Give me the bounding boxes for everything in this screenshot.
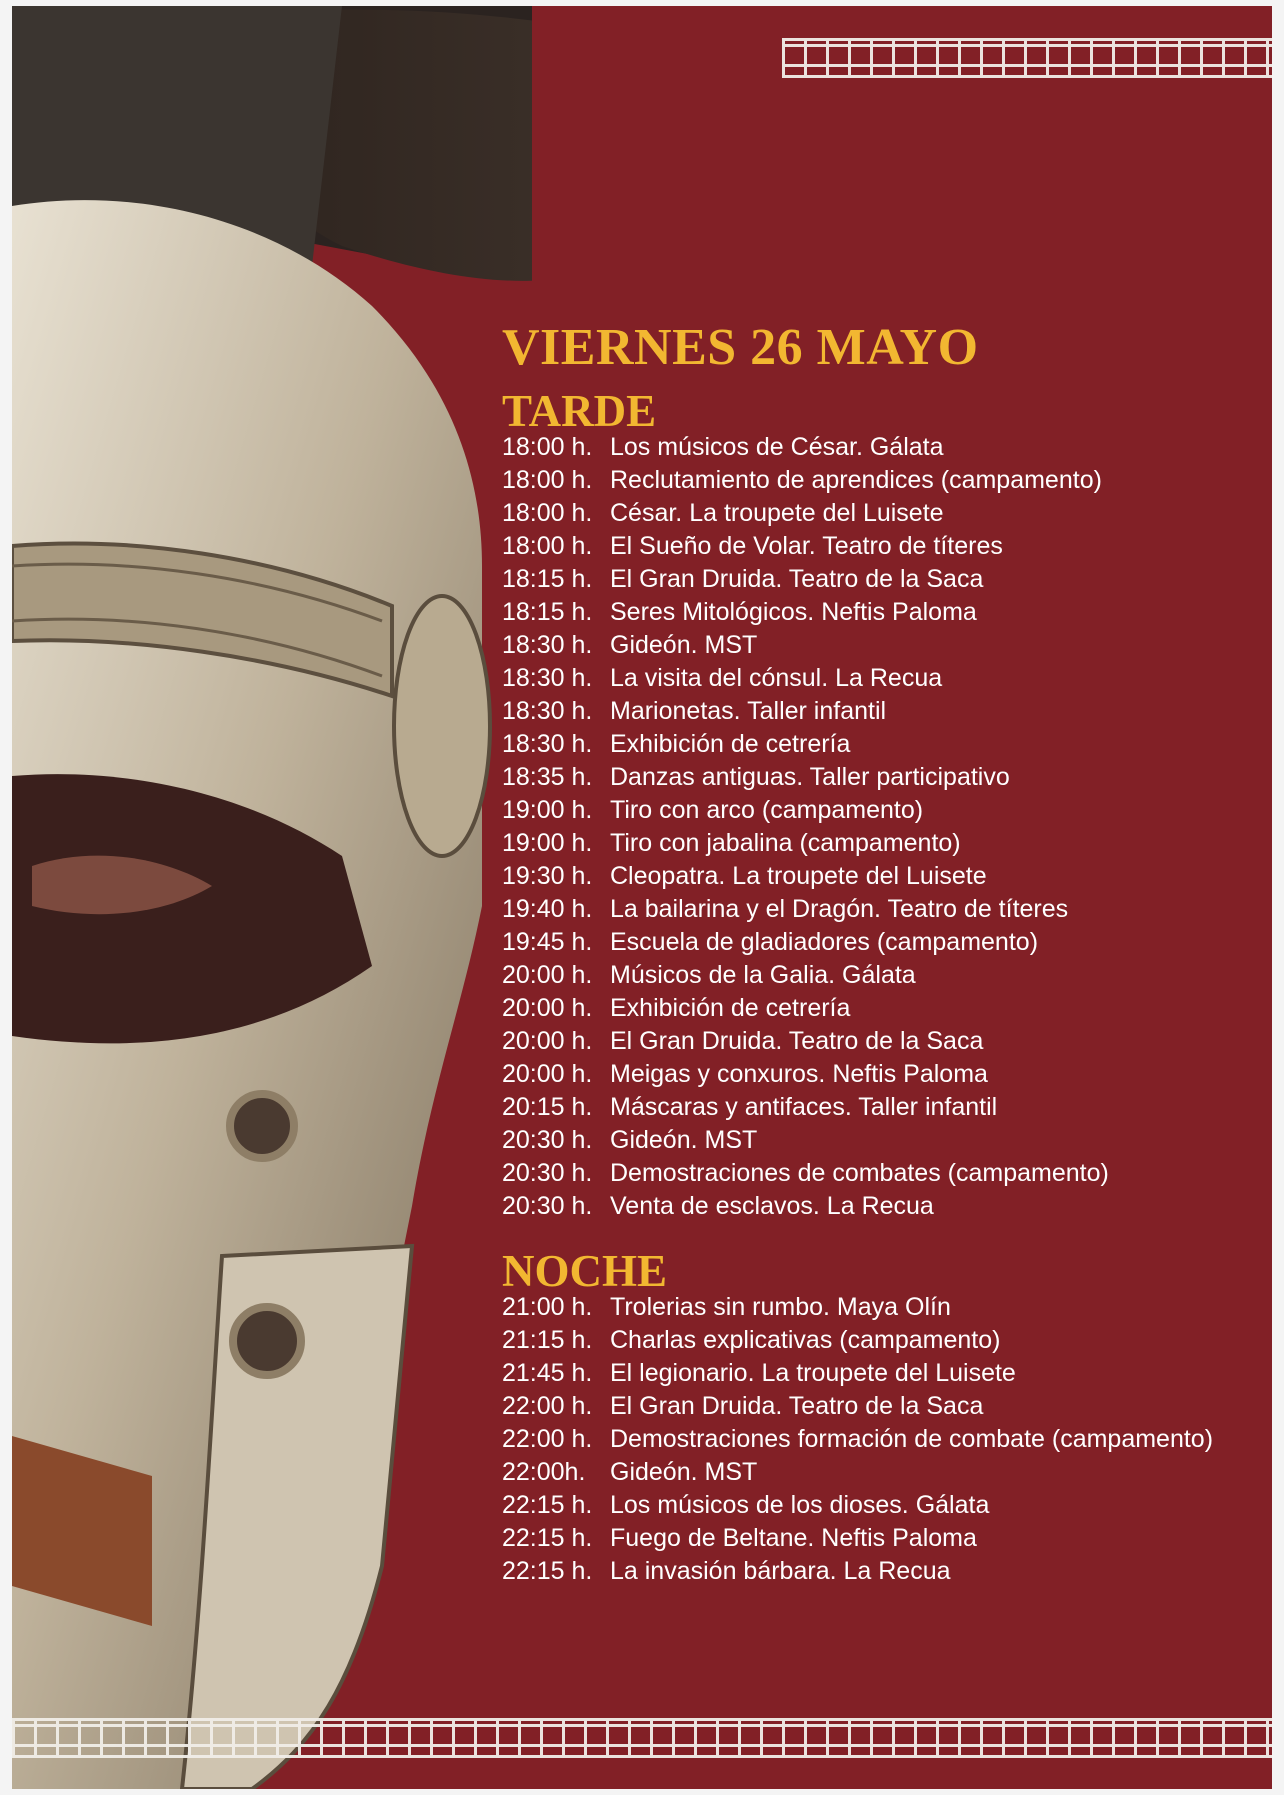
list-item: [502, 1291, 1262, 1324]
section-tarde: [502, 386, 1262, 1223]
event-name: Gideón. MST: [610, 1458, 758, 1486]
greek-key-border-bottom: [12, 1718, 1272, 1758]
event-time: 22:00h.: [502, 1458, 586, 1486]
event-name: Seres Mitológicos. Neftis Paloma: [610, 598, 977, 626]
event-time: 20:00 h.: [502, 1060, 593, 1088]
event-time: 18:00 h.: [502, 466, 593, 494]
event-time: 21:00 h.: [502, 1293, 593, 1321]
event-time: 20:00 h.: [502, 961, 593, 989]
event-list: [502, 1291, 1262, 1588]
list-item: [502, 629, 1262, 662]
event-time: 18:30 h.: [502, 697, 593, 725]
event-list: [502, 431, 1262, 1223]
event-name: César. La troupete del Luisete: [610, 499, 944, 527]
event-name: Danzas antiguas. Taller participativo: [610, 763, 1010, 791]
event-time: 22:00 h.: [502, 1425, 593, 1453]
event-name: Exhibición de cetrería: [610, 994, 851, 1022]
list-item: [502, 1091, 1262, 1124]
list-item: [502, 1390, 1262, 1423]
event-name: Cleopatra. La troupete del Luisete: [610, 862, 987, 890]
event-name: Escuela de gladiadores (campamento): [610, 928, 1039, 956]
list-item: [502, 1058, 1262, 1091]
event-time: 19:00 h.: [502, 829, 593, 857]
event-name: Reclutamiento de aprendices (campamento): [610, 466, 1102, 494]
event-time: 19:40 h.: [502, 895, 593, 923]
list-item: [502, 860, 1262, 893]
event-time: 22:15 h.: [502, 1524, 593, 1552]
list-item: [502, 827, 1262, 860]
list-item: [502, 728, 1262, 761]
list-item: [502, 1357, 1262, 1390]
list-item: [502, 530, 1262, 563]
event-time: 19:45 h.: [502, 928, 593, 956]
list-item: [502, 1025, 1262, 1058]
event-time: 18:00 h.: [502, 532, 593, 560]
list-item: [502, 959, 1262, 992]
event-name: Gideón. MST: [610, 1126, 758, 1154]
event-time: 20:15 h.: [502, 1093, 593, 1121]
list-item: [502, 893, 1262, 926]
event-time: 19:30 h.: [502, 862, 593, 890]
list-item: [502, 464, 1262, 497]
event-time: 21:15 h.: [502, 1326, 593, 1354]
section-title: TARDE: [502, 386, 657, 436]
event-name: Marionetas. Taller infantil: [610, 697, 887, 725]
event-name: Trolerias sin rumbo. Maya Olín: [610, 1293, 951, 1321]
event-name: Meigas y conxuros. Neftis Paloma: [610, 1060, 988, 1088]
list-item: [502, 695, 1262, 728]
list-item: [502, 431, 1262, 464]
event-name: Exhibición de cetrería: [610, 730, 851, 758]
event-name: La bailarina y el Dragón. Teatro de títeres: [610, 895, 1069, 923]
list-item: [502, 1456, 1262, 1489]
event-time: 20:30 h.: [502, 1192, 593, 1220]
page-title: VIERNES 26 MAYO: [502, 319, 979, 376]
event-time: 18:15 h.: [502, 598, 593, 626]
event-time: 20:30 h.: [502, 1159, 593, 1187]
event-name: Charlas explicativas (campamento): [610, 1326, 1001, 1354]
event-name: Demostraciones formación de combate (campamento): [610, 1425, 1214, 1453]
event-name: Músicos de la Galia. Gálata: [610, 961, 916, 989]
event-name: Demostraciones de combates (campamento): [610, 1159, 1109, 1187]
section-title: NOCHE: [502, 1246, 668, 1296]
event-time: 18:00 h.: [502, 433, 593, 461]
list-item: [502, 1489, 1262, 1522]
event-name: La invasión bárbara. La Recua: [610, 1557, 951, 1585]
event-name: Los músicos de César. Gálata: [610, 433, 944, 461]
list-item: [502, 794, 1262, 827]
event-name: El Gran Druida. Teatro de la Saca: [610, 1027, 984, 1055]
event-name: Venta de esclavos. La Recua: [610, 1192, 934, 1220]
list-item: [502, 1157, 1262, 1190]
event-name: El Sueño de Volar. Teatro de títeres: [610, 532, 1003, 560]
list-item: [502, 926, 1262, 959]
event-name: El Gran Druida. Teatro de la Saca: [610, 565, 984, 593]
event-time: 18:30 h.: [502, 730, 593, 758]
event-time: 21:45 h.: [502, 1359, 593, 1387]
event-time: 22:15 h.: [502, 1557, 593, 1585]
event-name: Tiro con arco (campamento): [610, 796, 924, 824]
event-time: 18:35 h.: [502, 763, 593, 791]
list-item: [502, 761, 1262, 794]
event-name: Gideón. MST: [610, 631, 758, 659]
event-name: Los músicos de los dioses. Gálata: [610, 1491, 990, 1519]
list-item: [502, 1522, 1262, 1555]
event-time: 18:15 h.: [502, 565, 593, 593]
list-item: [502, 1423, 1262, 1456]
event-time: 20:00 h.: [502, 1027, 593, 1055]
event-name: Máscaras y antifaces. Taller infantil: [610, 1093, 998, 1121]
list-item: [502, 1190, 1262, 1223]
list-item: [502, 497, 1262, 530]
list-item: [502, 662, 1262, 695]
event-name: El Gran Druida. Teatro de la Saca: [610, 1392, 984, 1420]
event-time: 19:00 h.: [502, 796, 593, 824]
event-time: 20:30 h.: [502, 1126, 593, 1154]
event-time: 22:00 h.: [502, 1392, 593, 1420]
event-time: 18:30 h.: [502, 664, 593, 692]
list-item: [502, 1124, 1262, 1157]
list-item: [502, 1324, 1262, 1357]
event-time: 18:30 h.: [502, 631, 593, 659]
event-time: 22:15 h.: [502, 1491, 593, 1519]
event-time: 20:00 h.: [502, 994, 593, 1022]
roman-helmet-image: [12, 6, 532, 1789]
list-item: [502, 596, 1262, 629]
greek-key-border-top: [782, 38, 1272, 78]
event-name: La visita del cónsul. La Recua: [610, 664, 943, 692]
event-time: 18:00 h.: [502, 499, 593, 527]
list-item: [502, 992, 1262, 1025]
event-name: Fuego de Beltane. Neftis Paloma: [610, 1524, 977, 1552]
event-name: Tiro con jabalina (campamento): [610, 829, 961, 857]
event-name: El legionario. La troupete del Luisete: [610, 1359, 1016, 1387]
list-item: [502, 1555, 1262, 1588]
section-noche: [502, 1246, 1262, 1588]
event-poster: [12, 6, 1272, 1789]
schedule: [502, 318, 1262, 1588]
list-item: [502, 563, 1262, 596]
